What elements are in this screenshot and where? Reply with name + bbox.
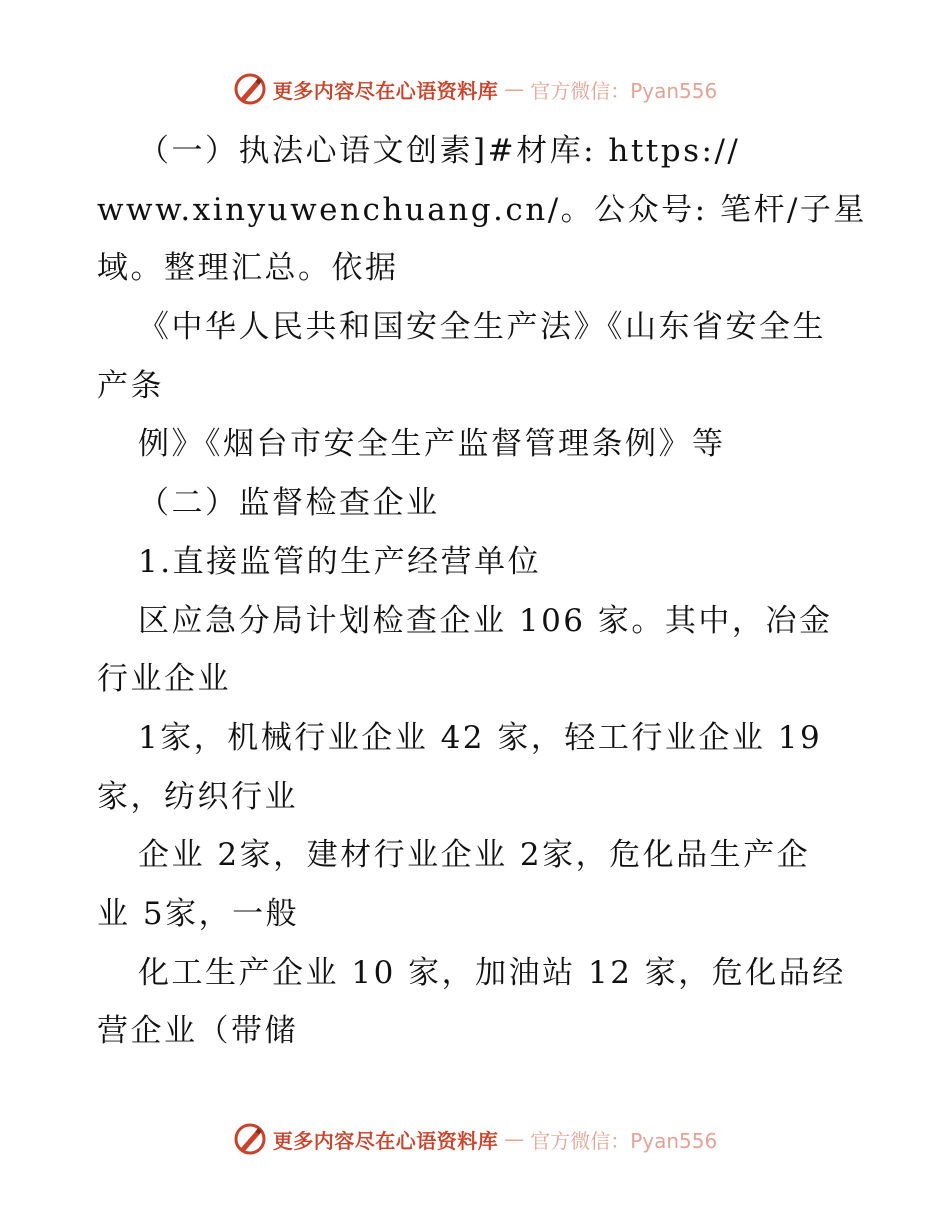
text-line: 《中华人民共和国安全生产法》《山东省安全生: [138, 309, 826, 346]
text-line: 例》《烟台市安全生产监督管理条例》等: [138, 426, 726, 463]
text-line: 产条: [97, 367, 164, 404]
text-line: www.xinyuwenchuang.cn/。公众号: 笔杆/子星: [97, 191, 867, 228]
document-body: [97, 122, 867, 1061]
text-line: 域。整理汇总。依据: [97, 250, 399, 287]
text-line: 营企业（带储: [97, 1013, 298, 1050]
watermark-main-text: 更多内容尽在心语资料库: [272, 1128, 499, 1153]
text-line: 化工生产企业 10 家，加油站 12 家，危化品经: [138, 954, 846, 991]
watermark-dash: —: [504, 77, 525, 101]
watermark-sub-text: 官方微信：Pyan556: [530, 1128, 718, 1153]
text-line: 1.直接监管的生产经营单位: [138, 543, 542, 580]
pen-logo-icon: [233, 1122, 267, 1156]
watermark-sub-text: 官方微信：Pyan556: [530, 78, 718, 103]
header-watermark: [0, 72, 950, 106]
text-line: 行业企业: [97, 661, 231, 698]
text-line: （一）执法心语文创素]#材库: https://: [138, 133, 741, 169]
text-line: 家，纺织行业: [97, 778, 298, 815]
pen-logo-icon: [233, 72, 267, 106]
text-line: 企业 2家，建材行业企业 2家，危化品生产企: [138, 837, 811, 874]
text-line: 区应急分局计划检查企业 106 家。其中，冶金: [138, 602, 833, 639]
text-line: 1家，机械行业企业 42 家，轻工行业企业 19: [138, 719, 823, 756]
watermark-dash: —: [504, 1127, 525, 1151]
text-line: 业 5家，一般: [97, 895, 300, 932]
text-line: （二）监督检查企业: [138, 485, 440, 522]
watermark-main-text: 更多内容尽在心语资料库: [272, 78, 499, 103]
footer-watermark: [0, 1122, 950, 1156]
